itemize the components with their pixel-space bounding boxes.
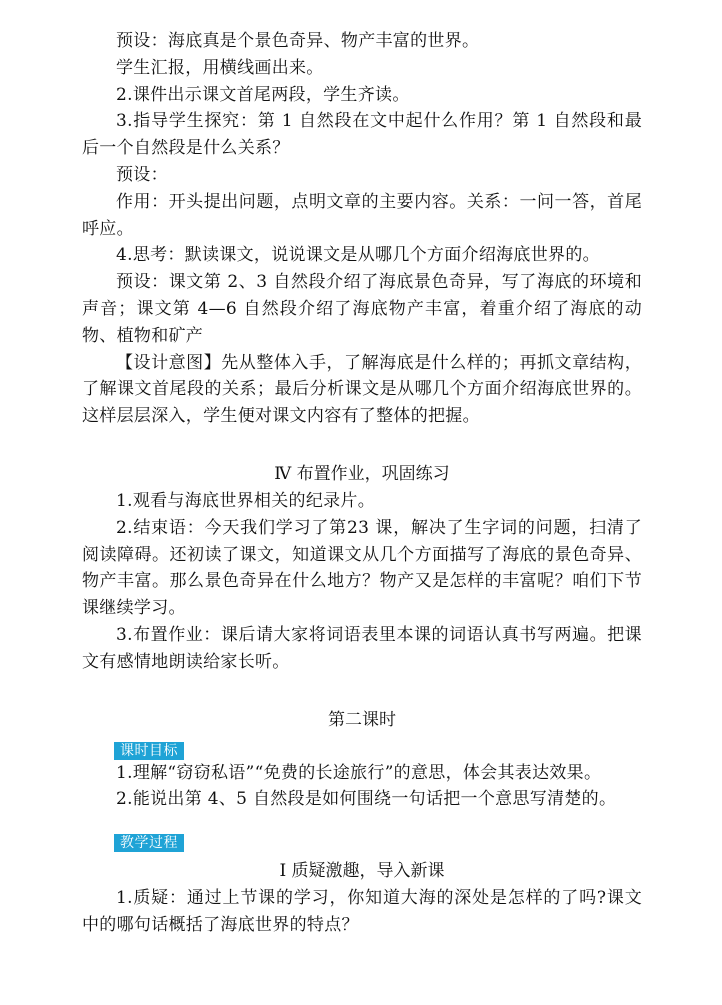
paragraph: 2.课件出示课文首尾两段，学生齐读。 <box>116 84 410 105</box>
goal-item: 2.能说出第 4、5 自然段是如何围绕一句话把一个意思写清楚的。 <box>116 789 617 810</box>
paragraph: 预设：课文第 2、3 自然段介绍了海底景色奇异，写了海底的环境和声音；课文第 4—6 自然段介绍了海底物产丰富，着重介绍了海底的动物、植物和矿产 <box>82 272 642 346</box>
design-intent-paragraph: 【设计意图】先从整体入手，了解海底是什么样的；再抓文章结构，了解课文首尾段的关系；最后分析课文是从哪几个方面介绍海底世界的。这样层层深入，学生便对课文内容有了整体的把握。 <box>82 352 642 427</box>
goal-item: 1.理解“窃窃私语”“免费的长途旅行”的意思，体会其表达效果。 <box>116 762 602 783</box>
lesson-goals <box>82 760 642 814</box>
paragraph: 预设： <box>116 164 168 185</box>
paragraph: 3.布置作业：课后请大家将词语表里本课的词语认真书写两遍。把课文有感情地朗读给家长听。 <box>82 624 642 672</box>
section-4-body <box>82 488 642 676</box>
section-1-body <box>82 885 642 939</box>
paragraph: 1.质疑：通过上节课的学习，你知道大海的深处是怎样的了吗?课文中的哪句话概括了海底世界的特点？ <box>82 888 642 935</box>
lesson-goals-badge: 课时目标 <box>114 742 184 760</box>
section-4-heading: Ⅳ 布置作业，巩固练习 <box>274 463 450 484</box>
paragraph: 作用：开头提出问题，点明文章的主要内容。关系：一问一答，首尾呼应。 <box>82 191 642 239</box>
paragraph: 1.观看与海底世界相关的纪录片。 <box>116 490 376 511</box>
paragraph: 4.思考：默读课文，说说课文是从哪几个方面介绍海底世界的。 <box>116 245 600 266</box>
lesson1-continuation <box>82 28 642 430</box>
paragraph: 2.结束语：今天我们学习了第23 课，解决了生字词的问题，扫清了阅读障碍。还初读了课文，知道课文从几个方面描写了海底的景色奇异、物产丰富。那么景色奇异在什么地方？物产又是怎样的丰富呢？咱们下节课继续学习。 <box>82 517 642 619</box>
document-page <box>82 28 642 939</box>
section-1-heading: Ⅰ 质疑激趣，导入新课 <box>279 861 445 882</box>
lesson-2-heading: 第二课时 <box>328 709 396 730</box>
paragraph: 学生汇报，用横线画出来。 <box>116 57 324 78</box>
paragraph: 3.指导学生探究：第 1 自然段在文中起什么作用？第 1 自然段和最后一个自然段是什么关系？ <box>82 111 642 159</box>
teaching-process-badge: 教学过程 <box>114 834 184 852</box>
paragraph: 预设：海底真是个景色奇异、物产丰富的世界。 <box>116 31 480 51</box>
